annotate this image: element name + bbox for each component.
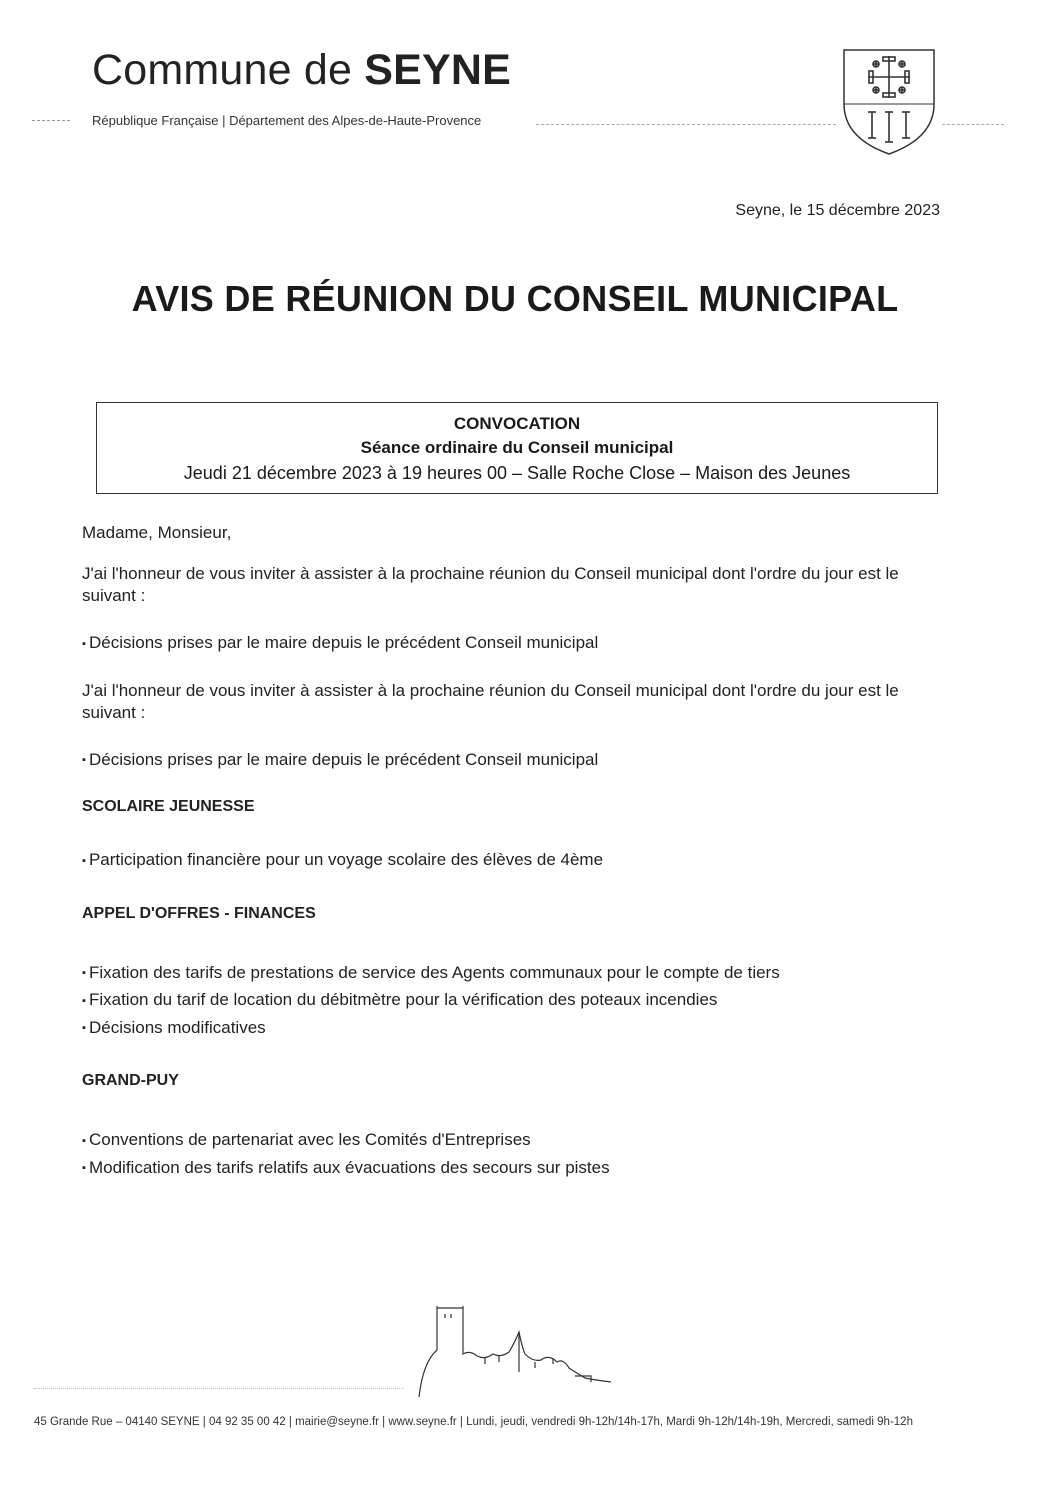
intro-paragraph: J'ai l'honneur de vous inviter à assister à la prochaine réunion du Conseil municipal dont l'ordre du jour est le suivant : <box>82 564 899 605</box>
subheading: République Française | Département des Alpes-de-Haute-Provence <box>92 113 482 128</box>
footer-contact: 45 Grande Rue – 04140 SEYNE | 04 92 35 00 42 | mairie@seyne.fr | www.seyne.fr | Lundi, jeudi, vendredi 9h-12h/14h-17h, Mardi 9h-12h/14h-19h, Mercredi, samedi 9h-12h <box>34 1416 913 1428</box>
commune-title <box>92 46 511 95</box>
convocation-heading: CONVOCATION <box>453 414 581 433</box>
greeting: Madame, Monsieur, <box>82 523 232 542</box>
list-item: ▪ Décisions prises par le maire depuis le précédent Conseil municipal <box>82 632 952 655</box>
section-heading: SCOLAIRE JEUNESSE <box>82 798 255 816</box>
list-item: ▪ Fixation du tarif de location du débitmètre pour la vérification des poteaux incendies <box>82 989 952 1012</box>
coat-of-arms-icon <box>838 46 940 156</box>
convocation-details: Jeudi 21 décembre 2023 à 19 heures 00 – Salle Roche Close – Maison des Jeunes <box>183 463 851 483</box>
divider <box>34 1388 404 1389</box>
convocation-subtitle: Séance ordinaire du Conseil municipal <box>360 438 674 457</box>
castle-sketch-icon <box>415 1302 625 1402</box>
list-item: ▪ Fixation des tarifs de prestations de service des Agents communaux pour le compte de tiers <box>82 962 952 985</box>
divider <box>942 124 1004 125</box>
list-item: ▪ Décisions prises par le maire depuis le précédent Conseil municipal <box>82 749 952 772</box>
list-item: ▪ Modification des tarifs relatifs aux évacuations des secours sur pistes <box>82 1157 952 1180</box>
section-heading: APPEL D'OFFRES - FINANCES <box>82 904 316 922</box>
divider <box>32 120 70 121</box>
page-title: AVIS DE RÉUNION DU CONSEIL MUNICIPAL <box>131 278 899 319</box>
date-line: Seyne, le 15 décembre 2023 <box>735 202 940 219</box>
commune-name: SEYNE <box>364 46 512 94</box>
divider <box>536 124 836 125</box>
list-item: ▪ Conventions de partenariat avec les Comités d'Entreprises <box>82 1129 952 1152</box>
intro-paragraph: J'ai l'honneur de vous inviter à assister à la prochaine réunion du Conseil municipal dont l'ordre du jour est le suivant : <box>82 680 899 722</box>
list-item: ▪ Participation financière pour un voyage scolaire des élèves de 4ème <box>82 849 952 872</box>
list-item: ▪ Décisions modificatives <box>82 1017 952 1040</box>
section-heading: GRAND-PUY <box>82 1072 179 1090</box>
commune-prefix: Commune de <box>92 46 365 94</box>
convocation-box <box>96 402 938 494</box>
letter-body <box>82 522 952 1179</box>
